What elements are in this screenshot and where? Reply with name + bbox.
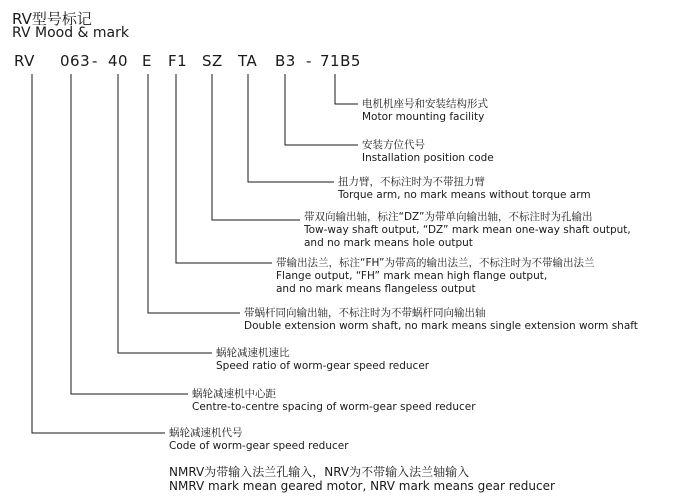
code-segment-f1: F1 <box>168 52 188 70</box>
annotation-cn: 带输出法兰，标注“FH”为带高的输出法兰，不标注时为不带输出法兰 <box>276 257 595 269</box>
annotation-en: Centre-to-centre spacing of worm-gear speed reducer <box>192 401 476 413</box>
leader-line-flange <box>176 74 272 263</box>
annotation-worm-shaft <box>244 307 638 333</box>
annotation-cn: 扭力臂，不标注时为不带扭力臂 <box>338 176 485 188</box>
annotation-cn: 带蜗杆同向输出轴，不标注时为不带蜗杆同向输出轴 <box>244 307 486 319</box>
annotation-flange-output <box>276 257 595 296</box>
code-segment-e: E <box>142 52 152 70</box>
leader-line-centre <box>71 74 188 394</box>
annotation-cn: 蜗轮减速机代号 <box>169 427 243 439</box>
annotation-speed-ratio <box>216 347 429 373</box>
code-segment-ta: TA <box>238 52 258 70</box>
annotation-cn: 蜗轮减速机中心距 <box>192 388 276 400</box>
annotation-cn: 带双向输出轴，标注“DZ”为带单向输出轴，不标注时为孔输出 <box>304 211 593 223</box>
leader-line-torque-arm <box>248 74 334 182</box>
code-segment-40: 40 <box>108 52 129 70</box>
annotation-centre-spacing <box>192 388 476 414</box>
annotation-en: Double extension worm shaft, no mark means single extension worm shaft <box>244 320 638 332</box>
code-segment-rv: RV <box>14 52 35 70</box>
code-dash-2: - <box>306 52 312 70</box>
annotation-en: Tow-way shaft output, “DZ” mark mean one-way shaft output, <box>304 224 631 236</box>
annotation-en: Speed ratio of worm-gear speed reducer <box>216 360 430 372</box>
annotation-reducer-code <box>169 427 349 453</box>
annotation-en: Code of worm-gear speed reducer <box>169 440 349 452</box>
leader-line-shaft-output <box>212 74 300 220</box>
footer-note-en: NMRV mark mean geared motor, NRV mark means gear reducer <box>169 479 555 493</box>
annotation-en: and no mark means flangeless output <box>276 283 476 295</box>
annotation-en: Flange output, “FH” mark mean high flange output, <box>276 270 548 282</box>
annotation-installation-position <box>362 139 494 165</box>
annotation-cn: 蜗轮减速机速比 <box>216 347 290 359</box>
title-english: RV Mood & mark <box>12 25 129 41</box>
annotation-en: and no mark means hole output <box>304 237 473 249</box>
annotation-torque-arm <box>338 176 591 202</box>
leader-line-code <box>32 74 165 433</box>
code-segment-71b5: 71B5 <box>320 52 361 70</box>
leader-line-motor <box>335 74 358 104</box>
code-segment-sz: SZ <box>202 52 223 70</box>
code-segment-063: 063 <box>60 52 91 70</box>
annotation-en: Torque arm, no mark means without torque arm <box>338 189 591 201</box>
annotation-motor-mounting <box>362 98 488 124</box>
annotation-en: Motor mounting facility <box>362 111 485 123</box>
annotation-cn: 安装方位代号 <box>362 139 425 151</box>
footer-note-cn: NMRV为带输入法兰孔输入，NRV为不带输入法兰轴输入 <box>169 465 470 479</box>
annotation-en: Installation position code <box>362 152 494 164</box>
title-chinese: RV型号标记 <box>12 10 92 28</box>
code-dash-1: - <box>92 52 98 70</box>
annotation-shaft-output <box>304 211 631 250</box>
leader-line-worm-shaft <box>148 74 240 313</box>
leader-line-position <box>285 74 358 145</box>
leader-line-ratio <box>118 74 212 353</box>
code-segment-b3: B3 <box>275 52 296 70</box>
annotation-cn: 电机机座号和安装结构形式 <box>362 98 488 110</box>
